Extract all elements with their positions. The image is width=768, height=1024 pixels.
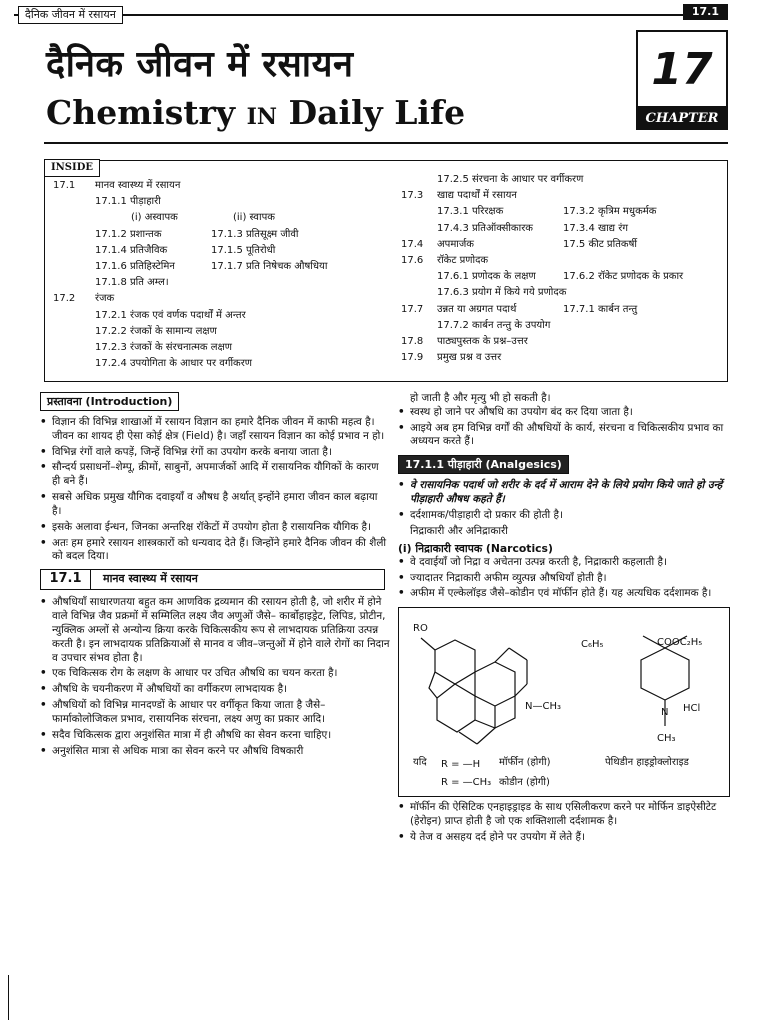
contents-entry: 17.4 (401, 238, 424, 250)
contents-entry: 17.1.8 प्रति अम्ल। (95, 277, 169, 289)
analgesic-types: • दर्दशामक/पीड़ाहारी दो प्रकार की होती है। (398, 509, 734, 523)
intro-bullet: • इसके अलावा ईन्धन, जिनका अन्तरिक्ष रॉकेटों में उपयोग होता है रासायनिक यौगिक है। (40, 521, 390, 535)
intro-list (40, 416, 390, 564)
contents-entry: अपमार्जक (437, 238, 474, 250)
contents-entry: 17.1.2 प्रशान्तक (95, 228, 162, 240)
figure-r-h: R = —H (441, 759, 481, 771)
section-bullet: • अनुशंसित मात्रा से अधिक मात्रा का सेवन करने पर औषधि विषकारी (40, 745, 390, 759)
codeine-label: कोडीन (होगी) (499, 777, 550, 789)
contents-row (53, 276, 393, 292)
contents-row (401, 303, 731, 319)
section-17-1-heading (40, 569, 385, 590)
section-bullet: • औषधियाँ साधारणतया बहुत कम आणविक द्रव्यमान की रसायन होती है, जो शरीर में होने वाले विभिन्न जैव प्रक्रमों में सम्मिलित लक्ष्य जैव अणुओं जैसे– कार्बोहाइड्रेट, लिपिड, प्रोटीन, न्युक्लिक अम्लों से अन्योन्य क्रिया करके चिकित्सकीय रूप से लाभदायक प्रतिक्रिया उत्पन्न करती है। इन लाभदायक प्रतिक्रियाओं से मानव व जीव–जन्तुओं में होने वाले रोगों का निदान व उपचार संभव होता है। (40, 596, 390, 665)
contents-entry: (i) अस्वापक (131, 212, 178, 224)
after-bullet: • मॉर्फीन की ऐसिटिक एनहाइड्राइड के साथ एसिलीकरण करने पर मोर्फिन डाइऐसीटेट (हेरोइन) प्राप्त होती है जो एक शक्तिशाली दर्दशामक है। (398, 801, 734, 829)
pethidine-n: N (661, 707, 669, 719)
contents-entry: रॉकेट प्रणोदक (437, 254, 489, 266)
contents-row (401, 205, 731, 221)
contents-entry: 17.3.2 कृत्रिम मधुकर्मक (563, 206, 657, 218)
right-bullet: • आइये अब हम विभिन्न वर्गों की औषधियों के कार्य, संरचना व चिकित्सकीय प्रभाव का अध्ययन करते हैं। (398, 422, 734, 450)
narcotics-heading: (i) निद्राकारी स्वापक (Narcotics) (398, 541, 553, 555)
right-column (398, 392, 734, 847)
contents-row (53, 341, 393, 357)
contents-row (401, 286, 731, 302)
contents-entry: 17.2.5 संरचना के आधार पर वर्गीकरण (437, 174, 584, 185)
title-rule (44, 142, 728, 144)
contents-row (53, 228, 393, 244)
contents-row (401, 173, 731, 189)
contents-entry: 17.6.1 प्रणोदक के लक्षण (437, 271, 536, 283)
contents-entry: 17.7 (401, 303, 424, 315)
morphine-nch3: N—CH₃ (525, 701, 561, 713)
contents-row (401, 270, 731, 286)
narcotic-bullet: • अफीम में एल्केलॉइड जैसे–कोडीन एवं मॉर्फीन होते हैं। यह अत्यधिक दर्दशामक है। (398, 587, 734, 601)
contents-entry: खाद्य पदार्थों में रसायन (437, 190, 517, 202)
morphine-label: मॉर्फीन (होगी) (499, 757, 551, 769)
pethidine-label: पेथिडीन हाइड्रोक्लोराइड (605, 757, 689, 769)
pethidine-c6h5: C₆H₅ (581, 639, 604, 651)
contents-entry: 17.6.2 रॉकेट प्रणोदक के प्रकार (563, 271, 684, 283)
contents-entry: 17.1 (53, 180, 76, 191)
contents-entry: 17.3.1 परिरक्षक (437, 206, 504, 218)
section-bullet: • सदैव चिकित्सक द्वारा अनुशंसित मात्रा में ही औषधि का सेवन करना चाहिए। (40, 729, 390, 743)
section-17-1-list (40, 596, 390, 758)
chapter-title-hindi: दैनिक जीवन में रसायन (46, 44, 354, 85)
chapter-title-english (46, 92, 465, 135)
contents-row (401, 351, 731, 367)
contents-entry: 17.9 (401, 352, 424, 364)
right-bullets (398, 406, 734, 449)
contents-row (53, 211, 393, 227)
analgesics-list (398, 479, 734, 538)
contents-entry: 17.8 (401, 335, 424, 347)
contents-entry: 17.1.7 प्रति निषेचक औषधिया (211, 260, 328, 272)
running-title: दैनिक जीवन में रसायन (18, 6, 123, 24)
narcotic-bullet: • वे दवाईयाँ जो निद्रा व अचेतना उत्पन्न करती है, निद्राकारी कहलाती है। (398, 556, 734, 570)
contents-entry: मानव स्वास्थ्य में रसायन (95, 180, 181, 191)
contents-entry: 17.3 (401, 190, 424, 202)
contents-row (53, 325, 393, 341)
narcotics-list (398, 556, 734, 601)
structure-figure (398, 607, 730, 797)
contents-entry: 17.1.5 पूतिरोधी (211, 244, 276, 256)
section-bullet: • औषधियों को विभिन्न मानदण्डों के आधार पर वर्गीकृत किया जाता है जैसे– फार्माकोलोजिकल प्रभाव, रासायनिक संरचना, लक्ष्य अणु का प्रकार आदि। (40, 699, 390, 727)
contents-row (401, 238, 731, 254)
contents-entry: उन्नत या अग्रगत पदार्थ (437, 303, 517, 315)
intro-bullet: • अतः हम हमारे रसायन शास्त्रकारों को धन्यवाद देते हैं। जिन्होंने हमारे दैनिक जीवन की शैली को बदल दिया। (40, 537, 390, 565)
contents-entry: प्रमुख प्रश्न व उत्तर (437, 352, 502, 364)
narcotic-bullet: • ज्यादातर निद्राकारी अफीम व्युत्पन्न औषधियाँ होती है। (398, 572, 734, 586)
contents-entry: 17.3.4 खाद्य रंग (563, 222, 628, 234)
contents-entry: रंजक (95, 293, 115, 305)
margin-line (8, 975, 9, 1020)
analgesics-heading: 17.1.1 पीड़ाहारी (Analgesics) (398, 455, 569, 474)
pethidine-hcl: HCl (683, 703, 701, 715)
pethidine-ch3: CH₃ (657, 733, 676, 745)
contents-row (401, 319, 731, 335)
morphine-ro: RO (413, 623, 428, 635)
contents-entry: 17.2.3 रंजकों के संरचनात्मक लक्षण (95, 341, 232, 353)
inside-right-column (401, 173, 731, 367)
contents-entry: पाठ्यपुस्तक के प्रश्न–उत्तर (437, 335, 528, 347)
contents-row (53, 195, 393, 211)
contents-entry: 17.6 (401, 254, 424, 266)
contents-row (401, 254, 731, 270)
contents-entry: 17.2.2 रंजकों के सामान्य लक्षण (95, 325, 217, 337)
section-number: 17.1 (41, 570, 91, 589)
contents-entry: (ii) स्वापक (233, 212, 275, 224)
inside-tag: INSIDE (44, 159, 100, 177)
pethidine-cooc2h5: COOC₂H₅ (657, 637, 703, 649)
intro-bullet: • विभिन्न रंगों वाले कपड़ें, जिन्हें विभिन्न रंगों का उपयोग करके बनाया जाता है। (40, 446, 390, 460)
contents-row (53, 309, 393, 325)
chapter-label: CHAPTER (636, 108, 728, 130)
intro-bullet: • विज्ञान की विभिन्न शाखाओं में रसायन विज्ञान का हमारे दैनिक जीवन में काफी महत्व है। जीवन का शायद ही ऐसा कोई क्षेत्र (Field) है। जहाँ रसायन विज्ञान का कोई प्रभाव न हो। (40, 416, 390, 444)
intro-bullet: • सबसे अधिक प्रमुख यौगिक दवाइयाँ व औषध है अर्थात् इन्होंने हमारा जीवन काल बढ़ाया है। (40, 491, 390, 519)
title-part-a: Chemistry (46, 93, 247, 132)
after-figure-list (398, 801, 734, 844)
title-part-b: Daily Life (276, 93, 466, 132)
intro-bullet: • सौन्दर्य प्रसाधनों–शेम्पू, क्रीमों, साबुनों, अपमार्जकों आदि में रासायनिक यौगिकों के कारण ही बने हैं। (40, 461, 390, 489)
contents-entry: 17.5 कीट प्रतिकर्षी (563, 238, 637, 250)
contents-entry: 17.1.6 प्रतिहिस्टेमिन (95, 260, 175, 272)
analgesic-type-names: निद्राकारी और अनिद्राकारी (410, 524, 508, 537)
after-bullet: • ये तेज व असहय दर्द होने पर उपयोग में लेते हैं। (398, 831, 734, 845)
contents-entry: 17.2.4 उपयोगिता के आधार पर वर्गीकरण (95, 358, 253, 370)
contents-row (53, 260, 393, 276)
contents-entry: 17.7.1 कार्बन तन्तु (563, 303, 638, 315)
left-column (40, 392, 390, 760)
contents-row (53, 357, 393, 373)
title-part-in: IN (246, 104, 277, 130)
contents-row (401, 335, 731, 351)
section-bullet: • एक चिकित्सक रोग के लक्षण के आधार पर उचित औषधि का चयन करता है। (40, 667, 390, 681)
contents-entry: 17.1.3 प्रतिसूक्ष्म जीवी (211, 228, 299, 240)
analgesic-definition: • वे रासायनिक पदार्थ जो शरीर के दर्द में आराम देने के लिये प्रयोग किये जाते हो उन्हें पीड़ाहारी औषध कहते हैं। (398, 479, 734, 507)
section-bullet: • औषधि के चयनीकरण में औषधियों का वर्गीकरण लाभदायक है। (40, 683, 390, 697)
contents-entry: 17.7.2 कार्बन तन्तु के उपयोग (437, 319, 551, 331)
chapter-number: 17 (651, 44, 713, 95)
contents-entry: 17.1.4 प्रतिजैविक (95, 244, 168, 256)
contents-row (53, 292, 393, 308)
intro-heading: प्रस्तावना (Introduction) (40, 392, 179, 411)
section-title: मानव स्वास्थ्य में रसायन (103, 572, 198, 586)
inside-contents-box (44, 160, 728, 382)
inside-left-column (53, 179, 393, 373)
contents-entry: 17.4.3 प्रतिऑक्सीकारक (437, 222, 533, 234)
figure-r-ch3: R = —CH₃ (441, 777, 492, 789)
continued-line: हो जाती है और मृत्यु भी हो सकती है। (410, 392, 551, 404)
contents-entry: 17.2.1 रंजक एवं वर्णक पदार्थों में अन्तर (95, 309, 246, 321)
contents-row (53, 179, 393, 195)
right-bullet: • स्वस्थ हो जाने पर औषधि का उपयोग बंद कर दिया जाता है। (398, 406, 734, 420)
contents-entry: 17.1.1 पीड़ाहारी (95, 196, 161, 208)
page-number: 17.1 (683, 4, 728, 20)
figure-yadi: यदि (413, 757, 427, 769)
chapter-number-box (636, 30, 728, 108)
contents-entry: 17.2 (53, 293, 76, 305)
contents-row (401, 189, 731, 205)
contents-row (53, 244, 393, 260)
contents-row (401, 222, 731, 238)
contents-entry: 17.6.3 प्रयोग में किये गये प्रणोदक (437, 287, 567, 299)
